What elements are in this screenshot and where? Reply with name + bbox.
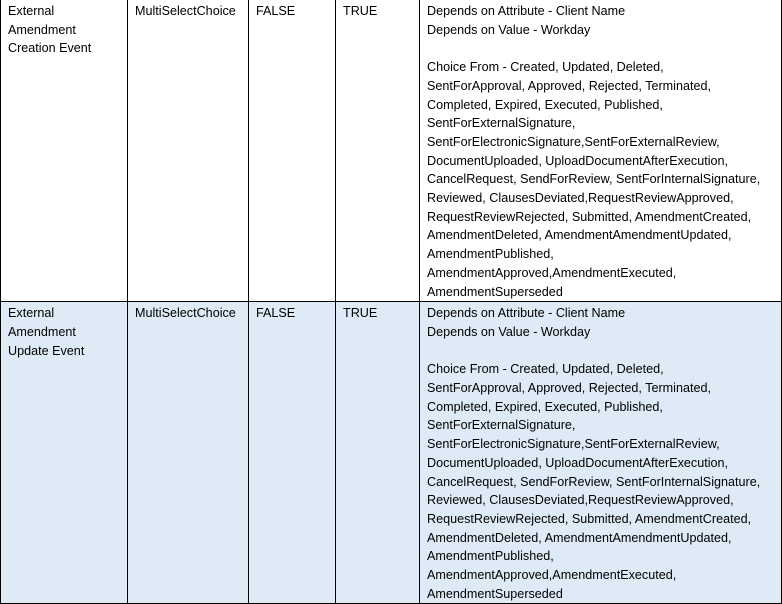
depends-on-attribute: Depends on Attribute - Client Name [427, 306, 626, 321]
choice-line: AmendmentApproved,AmendmentExecuted, [427, 568, 677, 583]
choice-line: AmendmentSuperseded [427, 586, 563, 601]
choice-line: AmendmentPublished, [427, 247, 554, 262]
multi-value-cell: TRUE [336, 302, 420, 604]
depends-on-value: Depends on Value - Workday [427, 22, 591, 37]
choice-line: RequestReviewRejected, Submitted, AmendmentCreated, [427, 511, 752, 526]
choice-line: CancelRequest, SendForReview, SentForInternalSignature, [427, 474, 761, 489]
choice-line: Completed, Expired, Executed, Published, [427, 399, 663, 414]
attribute-type-cell: MultiSelectChoice [128, 0, 249, 302]
choice-line: RequestReviewRejected, Submitted, AmendmentCreated, [427, 209, 752, 224]
attribute-name-line: Update Event [8, 343, 85, 358]
choice-line: SentForApproval, Approved, Rejected, Terminated, [427, 381, 711, 396]
choice-line: AmendmentSuperseded [427, 284, 563, 299]
required-cell: FALSE [249, 0, 336, 302]
choice-line: Completed, Expired, Executed, Published, [427, 97, 663, 112]
depends-on-value: Depends on Value - Workday [427, 324, 591, 339]
choice-line: Choice From - Created, Updated, Deleted, [427, 60, 664, 75]
choice-line: Choice From - Created, Updated, Deleted, [427, 362, 664, 377]
choice-line: SentForApproval, Approved, Rejected, Terminated, [427, 78, 711, 93]
attribute-name-cell [1, 302, 128, 604]
attribute-name-line: External [8, 4, 55, 18]
choice-line: AmendmentPublished, [427, 549, 554, 564]
choice-line: DocumentUploaded, UploadDocumentAfterExecution, [427, 153, 729, 168]
choice-line: CancelRequest, SendForReview, SentForInternalSignature, [427, 172, 761, 187]
choice-line: AmendmentDeleted, AmendmentAmendmentUpdated, [427, 228, 732, 243]
choice-line: SentForElectronicSignature,SentForExternalReview, [427, 437, 720, 452]
attribute-name-line: Amendment [8, 22, 76, 37]
attribute-name-cell [1, 0, 128, 302]
choice-line: DocumentUploaded, UploadDocumentAfterExecution, [427, 455, 729, 470]
attribute-name-line: External [8, 306, 55, 321]
attribute-name-line: Amendment [8, 324, 76, 339]
description-cell [420, 302, 782, 604]
depends-on-attribute: Depends on Attribute - Client Name [427, 4, 626, 18]
choice-line: SentForExternalSignature, [427, 418, 576, 433]
blank-line [427, 39, 775, 58]
table-row [1, 302, 782, 604]
description-cell [420, 0, 782, 302]
table-row [1, 0, 782, 302]
attribute-name-line: Creation Event [8, 41, 92, 56]
multi-value-cell: TRUE [336, 0, 420, 302]
choice-line: SentForExternalSignature, [427, 116, 576, 131]
attribute-type-cell: MultiSelectChoice [128, 302, 249, 604]
choice-line: Reviewed, ClausesDeviated,RequestReviewApproved, [427, 493, 734, 508]
required-cell: FALSE [249, 302, 336, 604]
choice-line: AmendmentApproved,AmendmentExecuted, [427, 265, 677, 280]
choice-line: Reviewed, ClausesDeviated,RequestReviewApproved, [427, 191, 734, 206]
choice-line: AmendmentDeleted, AmendmentAmendmentUpdated, [427, 530, 732, 545]
blank-line [427, 342, 775, 361]
choice-line: SentForElectronicSignature,SentForExternalReview, [427, 134, 720, 149]
